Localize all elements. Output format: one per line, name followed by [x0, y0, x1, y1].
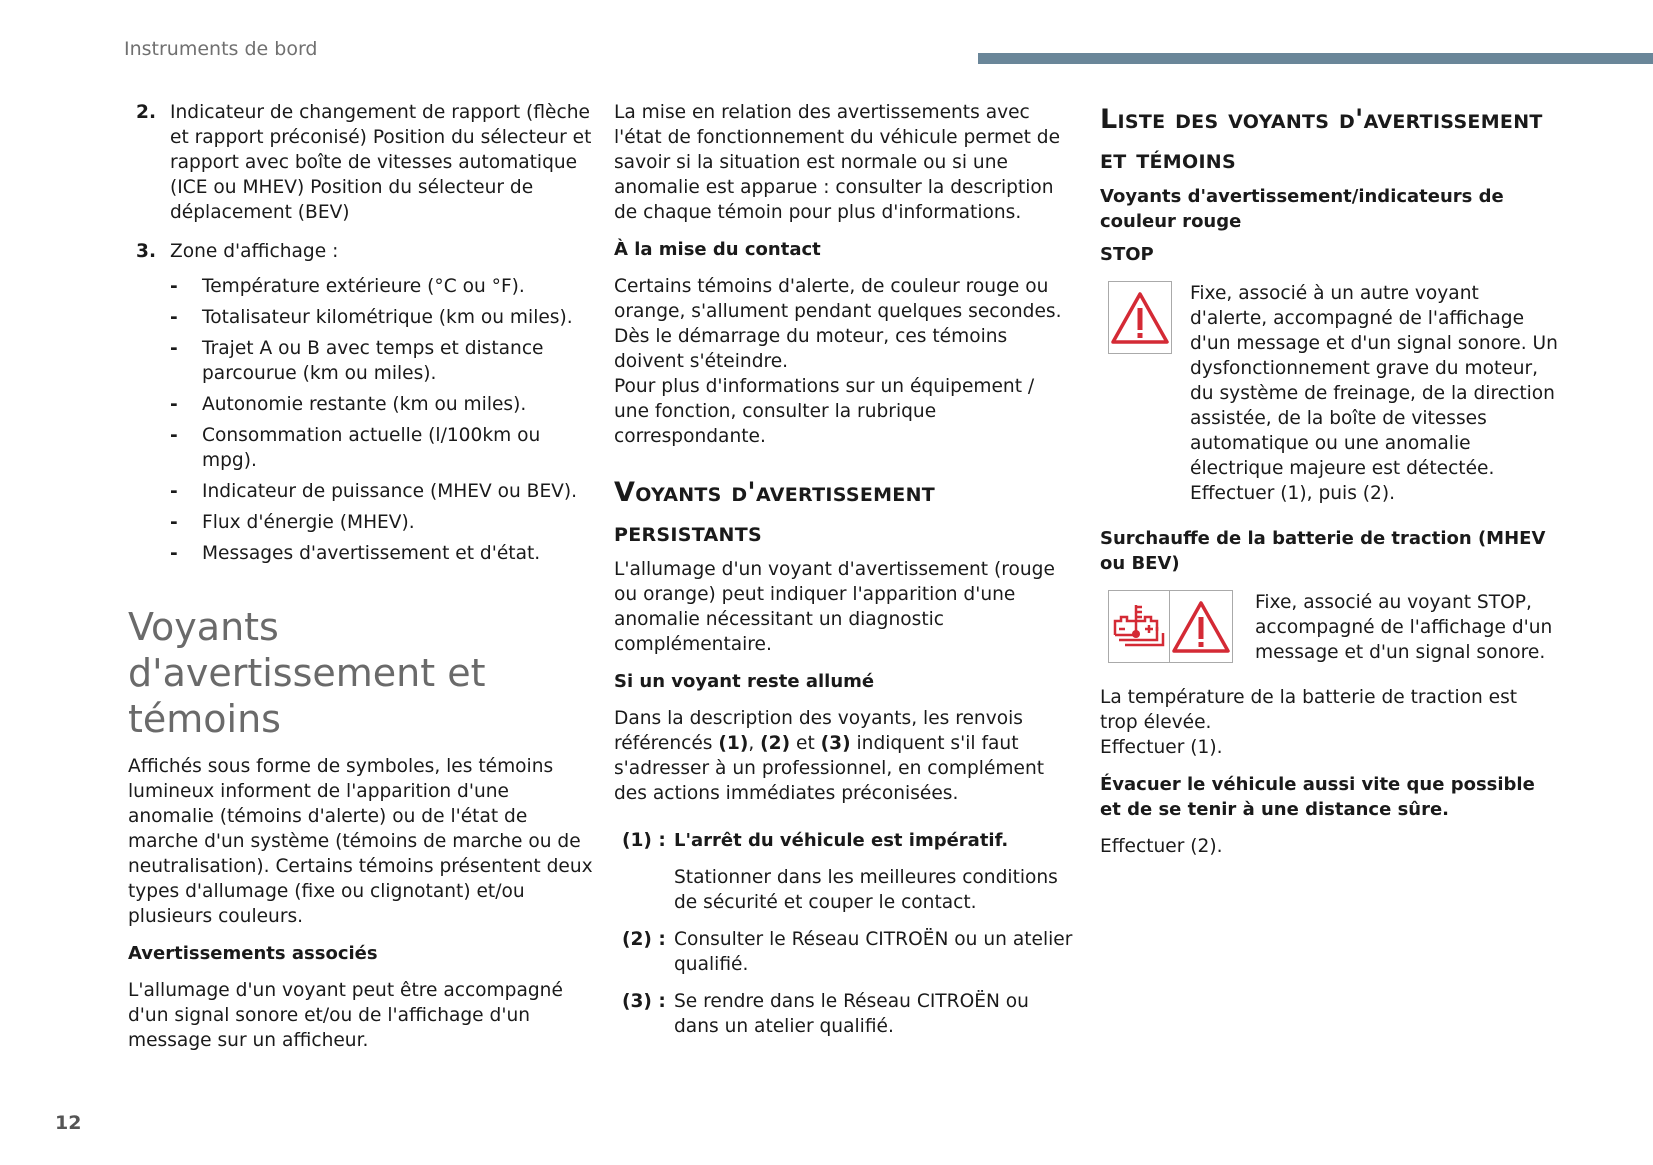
reference-3: (3) : Se rendre dans le Réseau CITROËN ou dans un atelier qualifié.: [622, 991, 1029, 1037]
stop-description: Fixe, associé à un autre voyant d'alerte, accompagné de l'affichage d'un message et d'un signal sonore. Un dysfonctionnement grave du moteur, du système de freinage, de la direction assistée, de la boîte de vitesses automatique ou une anomalie électrique majeure est détectée. Effectuer (1), puis (2).: [1190, 283, 1558, 504]
reference-1: (1) : L'arrêt du véhicule est impératif. Stationner dans les meilleures conditions de sécurité et couper le contact.: [622, 830, 1058, 913]
references-explanation: Dans la description des voyants, les renvois référencés (1), (2) et (3) indiquent s'il faut s'adresser à un professionnel, en complément des actions immédiates préconisées.: [614, 708, 1045, 804]
running-header: Instruments de bord: [124, 38, 318, 60]
list-item: - Consommation actuelle (l/100km ou mpg).: [170, 425, 541, 471]
numbered-item-3: [136, 239, 598, 264]
header-bar: [978, 53, 1653, 64]
subheading-ignition: À la mise du contact: [614, 239, 821, 260]
subheading-light-stays-on: Si un voyant reste allumé: [614, 671, 875, 692]
battery-temperature-icon: [1108, 590, 1170, 663]
list-item: - Autonomie restante (km ou miles).: [170, 394, 527, 415]
battery-entry: [1108, 590, 1560, 665]
subheading-red-warnings: Voyants d'avertissement/indicateurs de couleur rouge: [1100, 186, 1504, 232]
warning-triangle-icon: [1108, 281, 1172, 354]
item-number: 2.: [136, 102, 157, 123]
list-item: - Température extérieure (°C ou °F).: [170, 276, 525, 297]
warning-triangle-icon: [1170, 590, 1233, 663]
page-number: 12: [55, 1112, 82, 1134]
battery-description: Fixe, associé au voyant STOP, accompagné de l'affichage d'un message et d'un signal sonore.: [1255, 592, 1553, 663]
battery-title: Surchauffe de la batterie de traction (MHEV ou BEV): [1100, 528, 1546, 574]
reference-2: (2) : Consulter le Réseau CITROËN ou un atelier qualifié.: [622, 929, 1073, 975]
item-text: Zone d'affichage :: [170, 241, 339, 262]
intro-paragraph: La mise en relation des avertissements avec l'état de fonctionnement du véhicule permet de savoir si la situation est normale ou si une anomalie est apparue : consulter la description de chaque témoin pour plus d'informations.: [614, 102, 1061, 223]
heading-list-of-warnings: Liste des voyants d'avertissement et témoins: [1100, 104, 1543, 175]
battery-text: La température de la batterie de traction est trop élevée.: [1100, 687, 1518, 733]
evacuate-warning: Évacuer le véhicule aussi vite que possible et de se tenir à une distance sûre.: [1100, 774, 1535, 820]
list-item: - Trajet A ou B avec temps et distance parcourue (km ou miles).: [170, 338, 544, 384]
list-item: - Messages d'avertissement et d'état.: [170, 543, 541, 564]
column-3: [1100, 100, 1560, 871]
more-info-text: Pour plus d'informations sur un équipement / une fonction, consulter la rubrique correspondante.: [614, 376, 1035, 447]
subheading-associated-warnings: Avertissements associés: [128, 943, 378, 964]
persistent-text: L'allumage d'un voyant d'avertissement (rouge ou orange) peut indiquer l'apparition d'une anomalie nécessitant un diagnostic complémentaire.: [614, 559, 1055, 655]
stop-entry: [1108, 281, 1560, 506]
item-text: Indicateur de changement de rapport (flèche et rapport préconisé) Position du sélecteur et rapport avec boîte de vitesses automatique (ICE ou MHEV) Position du sélecteur de déplacement (BEV): [170, 102, 592, 223]
stop-title: STOP: [1100, 244, 1154, 265]
column-1: [128, 100, 598, 1065]
list-item: - Totalisateur kilométrique (km ou miles).: [170, 307, 573, 328]
ignition-text: Certains témoins d'alerte, de couleur rouge ou orange, s'allument pendant quelques secondes. Dès le démarrage du moteur, ces témoins doivent s'éteindre.: [614, 276, 1062, 372]
intro-paragraph: Affichés sous forme de symboles, les témoins lumineux informent de l'apparition d'une anomalie (témoins d'alerte) ou de l'état de marche d'un système (témoins de marche ou de neutralisation). Certains témoins présentent deux types d'allumage (fixe ou clignotant) et/ou plusieurs couleurs.: [128, 756, 593, 927]
associated-warnings-text: L'allumage d'un voyant peut être accompagné d'un signal sonore et/ou de l'affichage d'un message sur un afficheur.: [128, 980, 563, 1051]
column-2: [614, 100, 1074, 1051]
display-zone-list: [170, 274, 598, 566]
item-number: 3.: [136, 241, 157, 262]
numbered-item-2: [136, 100, 598, 225]
battery-action-1: Effectuer (1).: [1100, 737, 1223, 758]
section-title: Voyants d'avertissement et témoins: [128, 605, 486, 741]
list-item: - Indicateur de puissance (MHEV ou BEV).: [170, 481, 578, 502]
list-item: - Flux d'énergie (MHEV).: [170, 512, 415, 533]
battery-action-2: Effectuer (2).: [1100, 836, 1223, 857]
heading-persistent-warnings: Voyants d'avertissement persistants: [614, 477, 936, 548]
